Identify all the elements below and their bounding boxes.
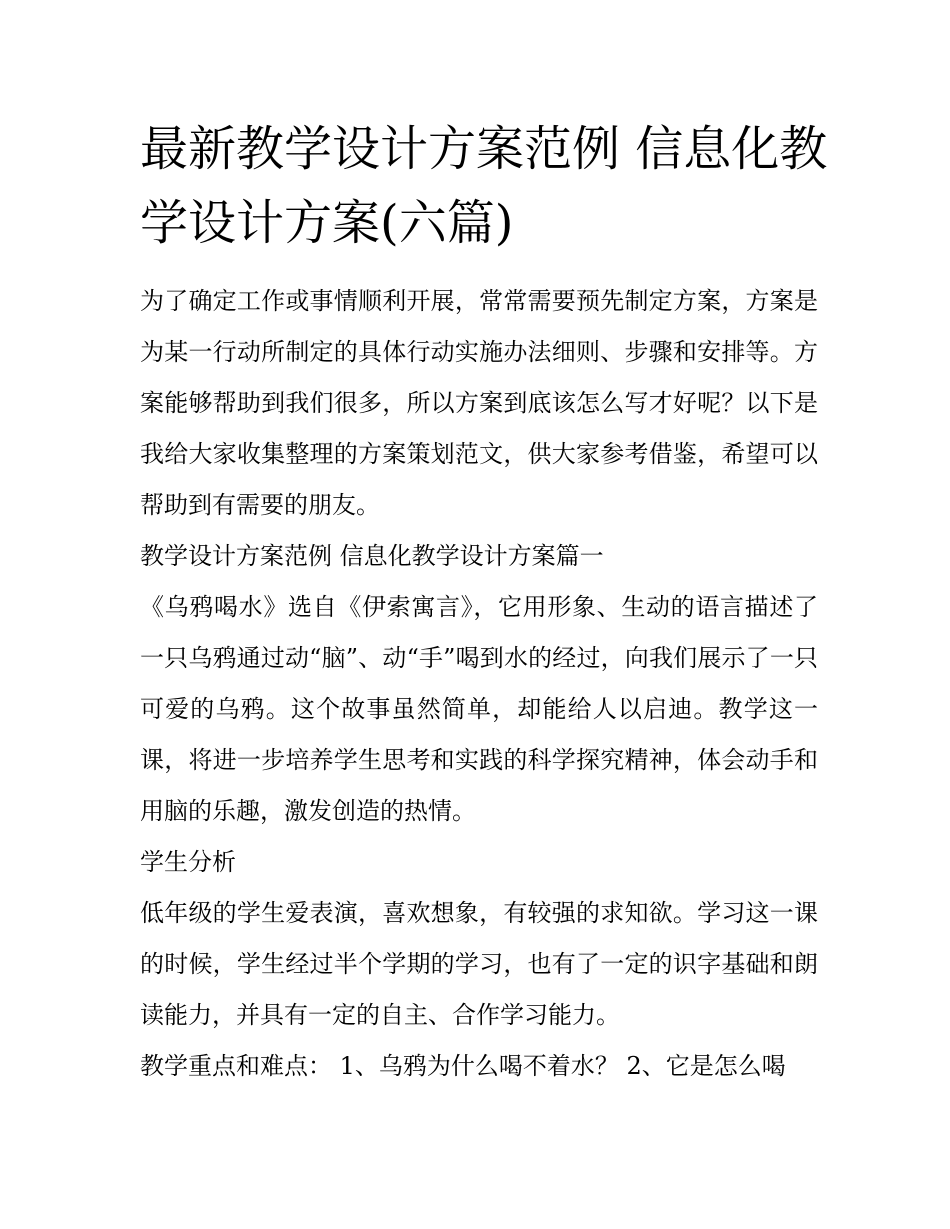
story-paragraph: 《乌鸦喝水》选自《伊索寓言》，它用形象、生动的语言描述了一只乌鸦通过动“脑”、动“手”喝到水的经过，向我们展示了一只可爱的乌鸦。这个故事虽然简单，却能给人以启迪。教学这一课，将进一步培养学生思考和实践的科学探究精神，体会动手和用脑的乐趣，激发创造的热情。 xyxy=(140,593,818,825)
student-analysis-heading: 学生分析 xyxy=(140,848,236,876)
student-analysis-paragraph: 低年级的学生爱表演，喜欢想象，有较强的求知欲。学习这一课的时候，学生经过半个学期的学习，也有了一定的识字基础和朗读能力，并具有一定的自主、合作学习能力。 xyxy=(140,899,818,1029)
document-title: 最新教学设计方案范例 信息化教学设计方案(六篇) xyxy=(140,121,828,251)
document-body xyxy=(140,276,818,1092)
intro-paragraph: 为了确定工作或事情顺利开展，常常需要预先制定方案，方案是为某一行动所制定的具体行动实施办法细则、步骤和安排等。方案能够帮助到我们很多，所以方案到底该怎么写才好呢？以下是我给大家收集整理的方案策划范文，供大家参考借鉴，希望可以帮助到有需要的朋友。 xyxy=(140,287,818,519)
key-points-paragraph: 教学重点和难点： 1、乌鸦为什么喝不着水？ 2、它是怎么喝 xyxy=(140,1052,786,1080)
section-heading: 教学设计方案范例 信息化教学设计方案篇一 xyxy=(140,542,604,570)
